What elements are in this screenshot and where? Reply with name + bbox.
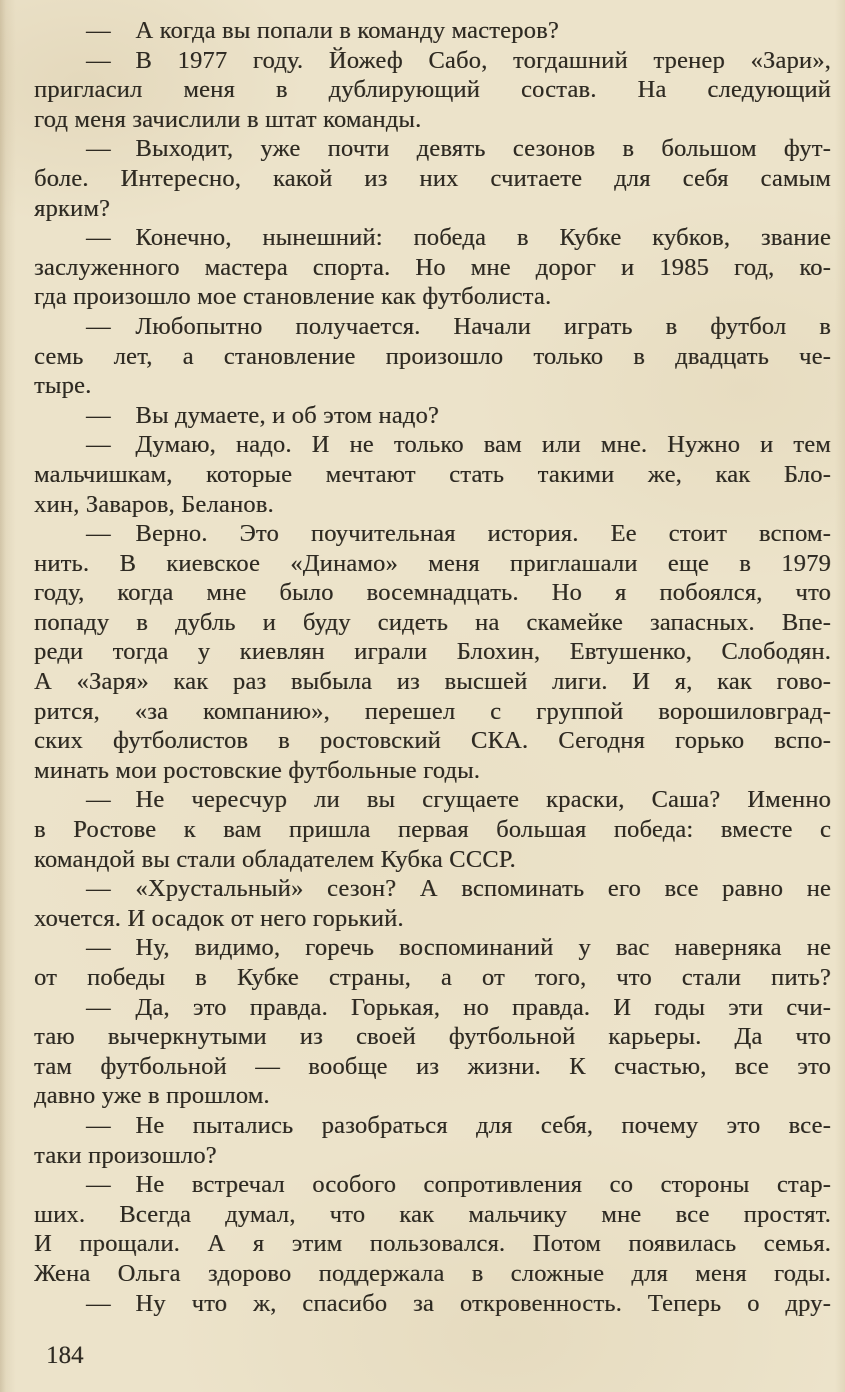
- text-line: от победы в Кубке страны, а от того, что стали пить?: [34, 964, 831, 991]
- text-line: таки произошло?: [34, 1141, 217, 1169]
- text-line: таю вычеркнутыми из своей футбольной карьеры. Да что: [34, 1023, 831, 1051]
- text-line: хочется. И осадок от него горький.: [34, 904, 404, 932]
- dialogue-paragraph: [34, 223, 831, 312]
- text-line: давно уже в прошлом.: [34, 1082, 270, 1110]
- dialogue-paragraph: [34, 16, 831, 46]
- dialogue-paragraph: [34, 785, 831, 874]
- dialogue-paragraph: [34, 874, 831, 933]
- text-line: — Не пытались разобраться для себя, почему это все-: [86, 1111, 831, 1139]
- text-line: — Выходит, уже почти девять сезонов в большом фут-: [86, 135, 831, 163]
- text-line: тыре.: [34, 372, 92, 400]
- text-line: боле. Интересно, какой из них считаете для себя самым: [34, 164, 831, 192]
- text-line: — Верно. Это поучительная история. Ее стоит вспом-: [86, 520, 831, 548]
- dialogue-paragraph: [34, 1111, 831, 1170]
- text-line: — Ну что ж, спасибо за откровенность. Теперь о дру-: [86, 1289, 831, 1317]
- text-line: хин, Заваров, Беланов.: [34, 490, 274, 518]
- text-line: — Думаю, надо. И не только вам или мне. Нужно и тем: [86, 431, 831, 459]
- text-line: мальчишкам, которые мечтают стать такими же, как Бло-: [34, 460, 831, 488]
- text-line: ших. Всегда думал, что как мальчику мне все простят.: [34, 1200, 831, 1228]
- text-line: — Не встречал особого сопротивления со стороны стар-: [86, 1171, 831, 1199]
- text-line: рится, «за компанию», перешел с группой ворошиловград-: [34, 697, 831, 725]
- text-line: И прощали. А я этим пользовался. Потом появилась семья.: [34, 1230, 831, 1258]
- text-line: заслуженного мастера спорта. Но мне дорог и 1985 год, ко-: [34, 253, 831, 281]
- dialogue-paragraph: [34, 312, 831, 401]
- dialogue-paragraph: [34, 519, 831, 785]
- text-line: нить. В киевское «Динамо» меня приглашали еще в 1979: [34, 549, 831, 577]
- text-line: — Конечно, нынешний: победа в Кубке кубков, звание: [86, 224, 831, 252]
- text-line: ярким?: [34, 194, 111, 222]
- text-line: минать мои ростовские футбольные годы.: [34, 756, 481, 784]
- dialogue-paragraph: [34, 1170, 831, 1288]
- text-line: семь лет, а становление произошло только в двадцать че-: [34, 342, 831, 370]
- text-line: — Не чересчур ли вы сгущаете краски, Саша? Именно: [86, 786, 831, 814]
- page-number: 184: [46, 1342, 84, 1369]
- text-line: — «Хрустальный» сезон? А вспоминать его все равно не: [86, 875, 831, 903]
- text-line: в Ростове к вам пришла первая большая победа: вместе с: [34, 816, 831, 844]
- text-line: А «Заря» как раз выбыла из высшей лиги. И я, как гово-: [34, 668, 831, 696]
- page-text: [34, 16, 831, 1318]
- text-line: попаду в дубль и буду сидеть на скамейке запасных. Впе-: [34, 608, 831, 636]
- dialogue-paragraph: [34, 401, 831, 431]
- text-line: год меня зачислили в штат команды.: [34, 105, 422, 133]
- text-line: пригласил меня в дублирующий состав. На следующий: [34, 76, 831, 104]
- dialogue-paragraph: [34, 430, 831, 519]
- text-line: — А когда вы попали в команду мастеров?: [86, 17, 559, 44]
- text-line: — Любопытно получается. Начали играть в футбол в: [86, 312, 831, 340]
- text-line: ских футболистов в ростовский СКА. Сегодня горько вспо-: [34, 727, 831, 755]
- dialogue-paragraph: [34, 46, 831, 135]
- text-line: году, когда мне было восемнадцать. Но я побоялся, что: [34, 579, 831, 607]
- dialogue-paragraph: [34, 134, 831, 223]
- text-line: там футбольной — вообще из жизни. К счастью, все это: [34, 1052, 831, 1080]
- text-line: Жена Ольга здорово поддержала в сложные для меня годы.: [34, 1259, 831, 1287]
- text-line: — В 1977 году. Йожеф Сабо, тогдашний тренер «Зари»,: [86, 46, 831, 74]
- text-line: гда произошло мое становление как футболиста.: [34, 283, 552, 311]
- dialogue-paragraph: [34, 933, 831, 992]
- text-line: командой вы стали обладателем Кубка СССР.: [34, 845, 516, 873]
- text-line: — Ну, видимо, горечь воспоминаний у вас наверняка не: [86, 934, 831, 962]
- text-line: — Да, это правда. Горькая, но правда. И годы эти счи-: [86, 993, 831, 1021]
- dialogue-paragraph: [34, 1289, 831, 1319]
- dialogue-paragraph: [34, 993, 831, 1111]
- text-line: — Вы думаете, и об этом надо?: [86, 401, 439, 429]
- text-line: реди тогда у киевлян играли Блохин, Евтушенко, Слободян.: [34, 638, 831, 666]
